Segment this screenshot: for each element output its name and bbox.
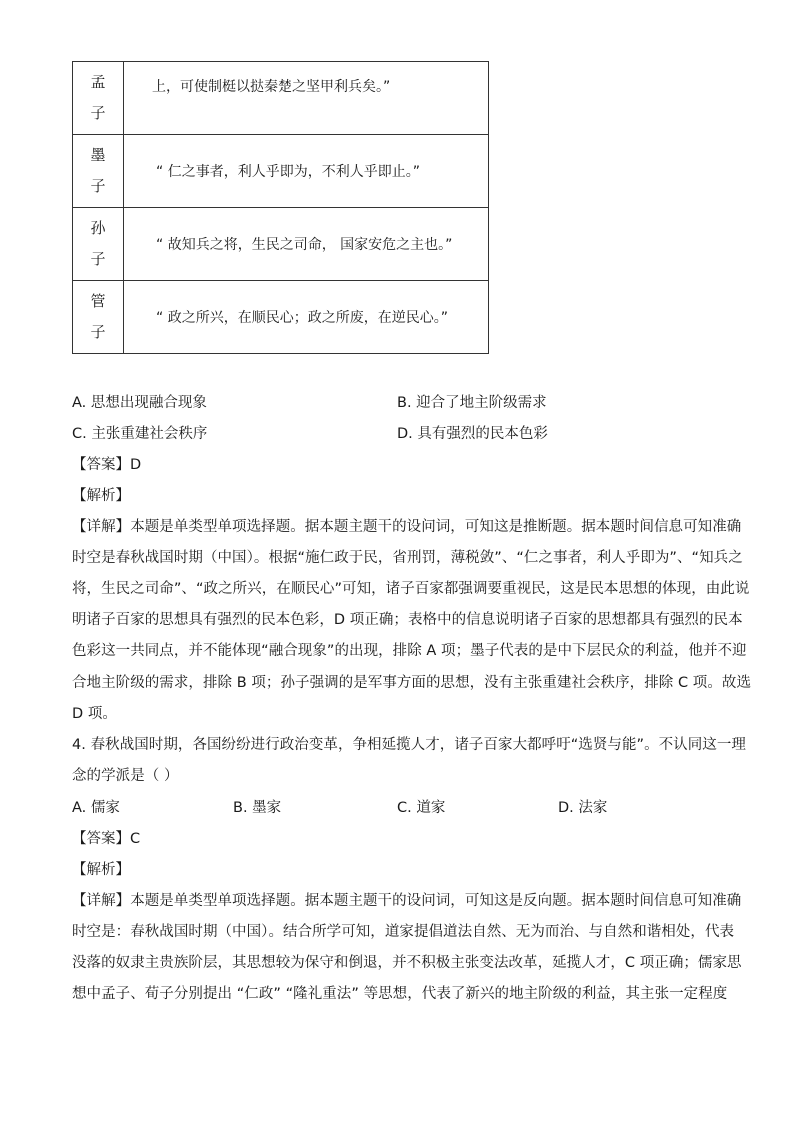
thinker-name-char: 子 [90,104,106,122]
q4-analysis-line: 想中孟子、荀子分别提出 “仁政” “隆礼重法” 等思想，代表了新兴的地主阶级的利益，其主张一定程度 [72,986,728,1002]
q3-option-c: C. 主张重建社会秩序 [72,426,208,442]
q3-analysis-line: 色彩这一共同点，并不能体现“融合现象”的出现，排除 A 项；墨子代表的是中下层民众的利益，他并不迎 [72,643,747,659]
q4-analysis-line: 没落的奴隶主贵族阶层，其思想较为保守和倒退，并不积极主张变法改革，延揽人才，C 项正确；儒家思 [72,955,742,971]
quote-cell: “ 仁之事者，利人乎即为，不利人乎即止。” [124,135,489,208]
thinker-name-char: 管 [90,292,106,310]
q3-analysis-line: 明诸子百家的思想具有强烈的民本色彩，D 项正确；表格中的信息说明诸子百家的思想都具有强烈的民本 [72,612,743,628]
thinker-cell [73,62,124,135]
quote-cell: “ 政之所兴，在顺民心；政之所废，在逆民心。” [124,281,489,354]
table-row [73,208,489,281]
q4-analysis-line: 【详解】本题是单类型单项选择题。据本题主题干的设问词，可知这是反向题。据本题时间信息可知准确 [72,893,742,909]
q4-option-b: B. 墨家 [233,800,282,816]
q3-option-a: A. 思想出现融合现象 [72,395,207,411]
table-row [73,281,489,354]
quote-cell: “ 故知兵之将，生民之司命， 国家安危之主也。” [124,208,489,281]
table-row [73,62,489,135]
table-row [73,135,489,208]
thinker-name-char: 子 [90,177,106,195]
q4-option-a: A. 儒家 [72,800,120,816]
quotes-table [72,61,489,354]
q4-option-d: D. 法家 [558,800,608,816]
q3-analysis-line: 时空是春秋战国时期（中国）。根据“施仁政于民，省刑罚，薄税敛”、“仁之事者，利人乎即为”、“知兵之 [72,550,743,566]
thinker-name-char: 孟 [90,73,106,91]
quote-cell: 上，可使制梃以挞秦楚之坚甲利兵矣。” [124,62,489,135]
q4-stem-line: 4. 春秋战国时期，各国纷纷进行政治变革，争相延揽人才，诸子百家大都呼吁“选贤与能”。不认同这一理 [72,737,746,753]
thinker-cell [73,208,124,281]
q3-analysis-label: 【解析】 [72,488,130,504]
q4-analysis-label: 【解析】 [72,862,130,878]
thinker-cell [73,281,124,354]
thinker-name-char: 孙 [90,219,106,237]
thinker-name-char: 子 [90,323,106,341]
thinker-name-char: 墨 [90,146,106,164]
q3-analysis-line: 【详解】本题是单类型单项选择题。据本题主题干的设问词，可知这是推断题。据本题时间信息可知准确 [72,519,742,535]
q3-answer: 【答案】D [72,457,142,473]
q3-option-d: D. 具有强烈的民本色彩 [397,426,548,442]
q3-analysis-line: D 项。 [72,706,117,722]
q3-analysis-line: 将，生民之司命”、“政之所兴，在顺民心”可知，诸子百家都强调要重视民，这是民本思想的体现，由此说 [72,581,750,597]
q4-answer: 【答案】C [72,831,141,847]
q3-option-b: B. 迎合了地主阶级需求 [397,395,547,411]
q3-analysis-line: 合地主阶级的需求，排除 B 项；孙子强调的是军事方面的思想，没有主张重建社会秩序，排除 C 项。故选 [72,675,752,691]
q4-stem-line: 念的学派是（ ） [72,768,179,784]
thinker-cell [73,135,124,208]
thinker-name-char: 子 [90,250,106,268]
q4-analysis-line: 时空是：春秋战国时期（中国）。结合所学可知，道家提倡道法自然、无为而治、与自然和谐相处，代表 [72,924,735,940]
q4-option-c: C. 道家 [397,800,446,816]
